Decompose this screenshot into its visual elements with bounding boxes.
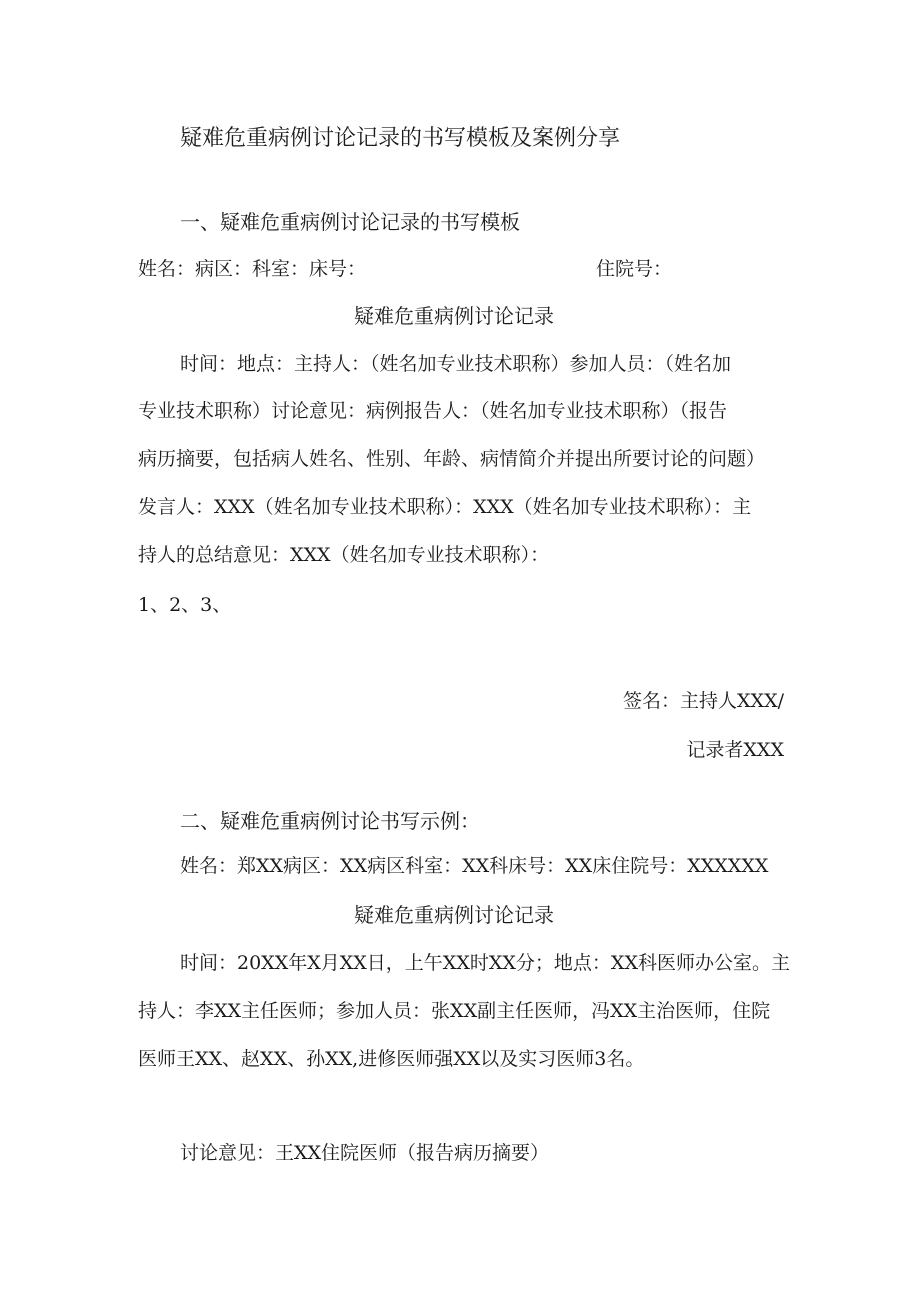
paragraph-line: 时间：地点：主持人：（姓名加专业技术职称）参加人员：（姓名加 [180, 353, 732, 375]
paragraph-line: 持人：李XX主任医师；参加人员：张XX副主任医师，冯XX主治医师，住院 [138, 1000, 771, 1022]
section1-record-title: 疑难危重病例讨论记录 [354, 304, 554, 328]
section1-heading: 一、疑难危重病例讨论记录的书写模板 [180, 210, 520, 234]
paragraph-line: 发言人：XXX（姓名加专业技术职称）：XXX（姓名加专业技术职称）：主 [138, 496, 752, 518]
document-title: 疑难危重病例讨论记录的书写模板及案例分享 [180, 126, 621, 151]
paragraph-line: 持人的总结意见：XXX（姓名加专业技术职称）： [138, 544, 550, 566]
section1-header-left: 姓名：病区：科室：床号： [138, 258, 367, 280]
paragraph-line: 医师王XX、赵XX、孙XX,进修医师强XX以及实习医师3名。 [138, 1048, 645, 1070]
paragraph-line: 时间：20XX年X月XX日，上午XX时XX分；地点：XX科医师办公室。主 [180, 952, 790, 974]
signature-recorder: 记录者XXX [686, 739, 784, 761]
paragraph-line: 专业技术职称）讨论意见：病例报告人：（姓名加专业技术职称）（报告 [138, 400, 728, 422]
section2-header: 姓名：郑XX病区：XX病区科室：XX科床号：XX床住院号：XXXXXX [180, 855, 769, 877]
discussion-line: 讨论意见：王XX住院医师（报告病历摘要） [180, 1142, 550, 1164]
section2-record-title: 疑难危重病例讨论记录 [354, 903, 554, 927]
section2-heading: 二、疑难危重病例讨论书写示例： [180, 809, 480, 833]
section1-header-right: 住院号： [596, 258, 673, 280]
paragraph-line: 病历摘要，包括病人姓名、性别、年龄、病情简介并提出所要讨论的问题） [138, 448, 766, 470]
signature-host: 签名：主持人XXX/ [623, 690, 784, 712]
section1-numbering: 1、2、3、 [138, 594, 232, 616]
